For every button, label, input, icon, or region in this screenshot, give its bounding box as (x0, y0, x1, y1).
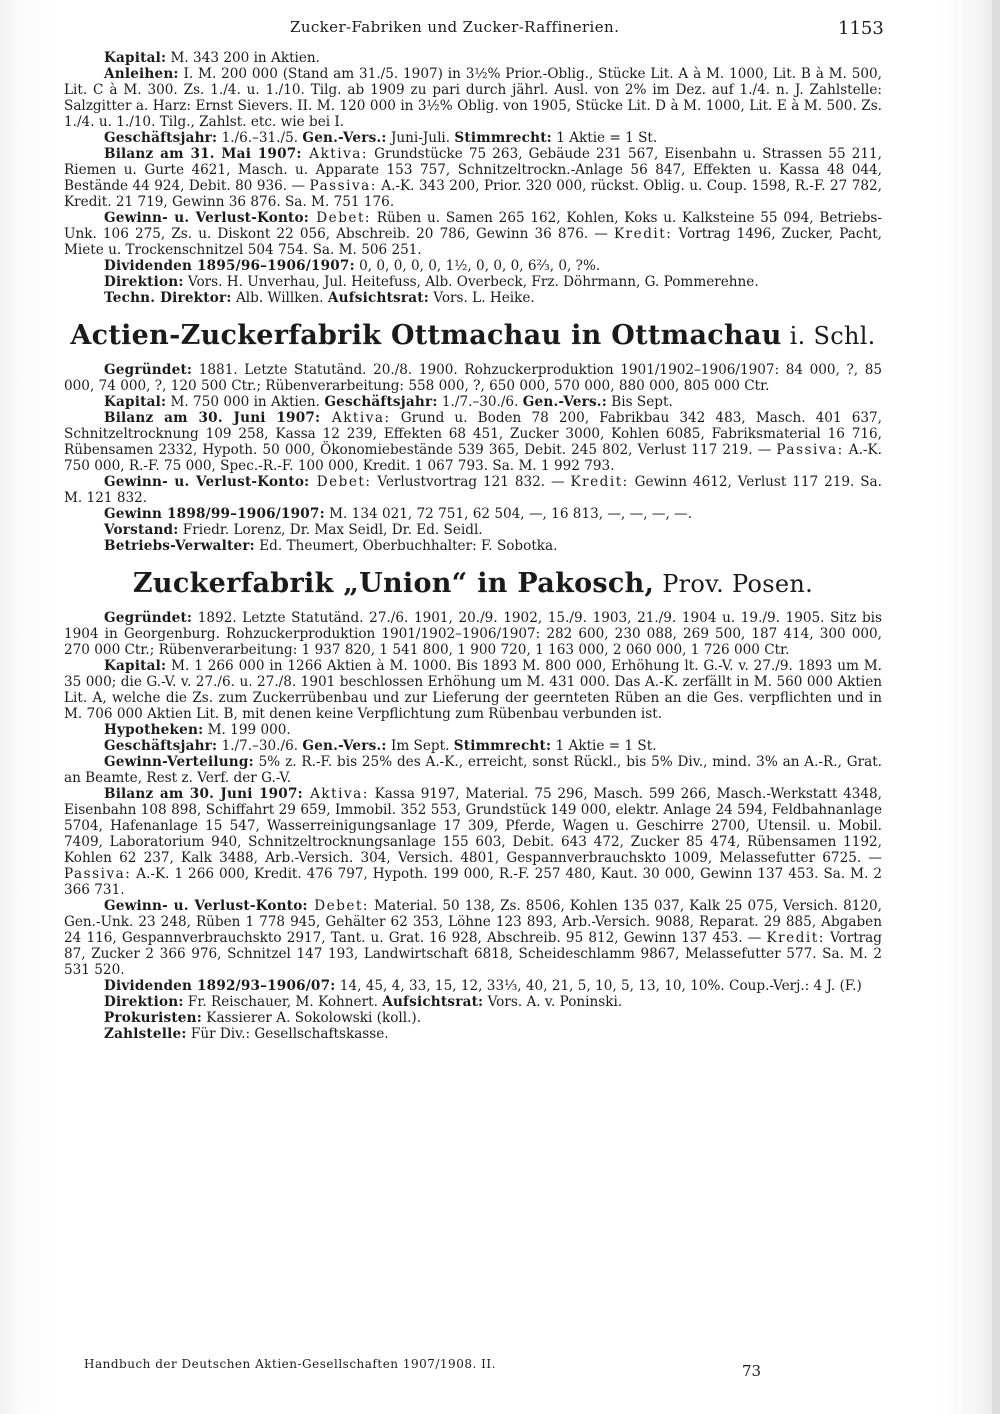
entry-text: Fr. Reischauer, M. Kohnert. (183, 994, 383, 1010)
entry-paragraph (64, 506, 882, 522)
entry-text: Rüben u. Samen 265 162, Kohlen, Koks u. Kalksteine 55 094, Betriebs-Unk. 106 275, Zs. u. Diskont 22 056, Abschreib. 20 786, Gewinn 36 876. — (64, 210, 882, 242)
entry-text: I. M. 200 000 (Stand am 31./5. 1907) in 3½% Prior.-Oblig., Stücke Lit. A à M. 1000, Lit. B à M. 500, Lit. C à M. 300. Zs. 1./4. u. 1./10. Tilg. ab 1909 zu pari durch jährl. Ausl. von 2% im Dez. auf 1./4. n. J. Zahlstelle: Salzgitter a. Harz: Ernst Sievers. II. M. 120 000 in 3½% Oblig. von 1905, Stücke Lit. D à M. 1000, Lit. E à M. 500. Zs. 1./4. u. 1./10. Tilg., Zahlst. etc. wie bei I. (64, 66, 882, 130)
entry-paragraph (64, 290, 882, 306)
entry-text: Juni-Juli. (386, 130, 455, 146)
section-ottmachau (64, 362, 882, 554)
entry-spaced-label: Debet: (307, 898, 370, 914)
entry-spaced-label: Kredit: (614, 226, 673, 242)
entry-label: Direktion: (104, 994, 184, 1010)
entry-paragraph (64, 610, 882, 658)
entry-spaced-label: Passiva: (64, 866, 132, 882)
entry-text: A.-K. 750 000, R.-F. 75 000, Spec.-R.-F. 100 000, Kredit. 1 067 793. Sa. M. 1 992 793. (64, 442, 883, 474)
entry-text: Verlustvortrag 121 832. — (371, 474, 571, 490)
entry-text: Grund u. Boden 78 200, Fabrikbau 342 483, Masch. 401 637, Schnitzeltrocknung 109 258, Kassa 12 239, Effekten 68 451, Zucker 3000, Kohlen 6085, Fabriksmaterial 16 716, Rübensamen 2332, Hypoth. 50 000, Ökonomiebestände 539 365, Debit. 245 802, Verlust 117 219. — (64, 410, 882, 458)
entry-label: Geschäftsjahr: (104, 738, 218, 754)
entry-text: 1./7.–30./6. (437, 394, 523, 410)
entry-label: Stimmrecht: (453, 738, 552, 754)
entry-paragraph (64, 474, 882, 506)
entry-spaced-label: Aktiva: (302, 786, 369, 802)
entry-label: Gen.-Vers.: (522, 394, 607, 410)
entry-text: Kassa 9197, Material. 75 296, Masch. 599 266, Masch.-Werkstatt 4348, Eisenbahn 108 898, Schiffahrt 29 659, Immobil. 352 553, Grundstück 149 000, elektr. Anlage 24 594, Feldbahnanlage 5704, Hafenanlage 15 547, Wasserreinigungsanlage 17 309, Pferde, Wagen u. Geschirre 2700, Utensil. u. Mobil. 7409, Laboratorium 940, Schnitzeltrocknungsanlage 155 603, Debit. 643 472, Zucker 85 474, Rübensamen 1192, Kohlen 62 237, Kalk 3488, Arb.-Versich. 304, Versich. 4801, Gespannverbrauchskto 1009, Melassefutter 6725. — (64, 786, 882, 866)
entry-text: A.-K. 1 266 000, Kredit. 476 797, Hypoth. 199 000, R.-F. 257 480, Kaut. 30 000, Gewinn 137 453. Sa. M. 2 366 731. (64, 866, 882, 898)
entry-spaced-label: Kredit: (766, 930, 825, 946)
entry-text: Ed. Theumert, Oberbuchhalter: F. Sobotka. (254, 538, 558, 554)
entry-spaced-label: Aktiva: (301, 146, 368, 162)
signature-mark: 73 (742, 1362, 762, 1380)
entry-label: Zahlstelle: (104, 1026, 187, 1042)
footer-note: Handbuch der Deutschen Aktien-Gesellschaften 1907/1908. II. (84, 1357, 496, 1371)
entry-label: Gewinn- u. Verlust-Konto: (104, 474, 310, 490)
entry-label: Gewinn- u. Verlust-Konto: (104, 898, 308, 914)
entry-text: 1 Aktie = 1 St. (551, 130, 658, 146)
entry-spaced-label: Passiva: (776, 442, 844, 458)
entry-text: 1./7.–30./6. (217, 738, 303, 754)
entry-text: Vors. A. v. Poninski. (483, 994, 623, 1010)
entry-text: Im Sept. (386, 738, 454, 754)
company-name: Actien-Zuckerfabrik Ottmachau in Ottmachau (70, 320, 782, 351)
entry-text: 5% z. R.-F. bis 25% des A.-K., erreicht, sonst Rückl., bis 5% Div., mind. 3% an A.-R., Grat. an Beamte, Rest z. Verf. der G.-V. (64, 754, 882, 786)
entry-paragraph (64, 210, 882, 258)
page-header (0, 14, 1000, 44)
entry-paragraph (64, 1010, 882, 1026)
entry-text: M. 750 000 in Aktien. (166, 394, 325, 410)
entry-text: M. 134 021, 72 751, 62 504, —, 16 813, —, —, —, —. (324, 506, 693, 522)
entry-paragraph (64, 362, 882, 394)
entry-paragraph (64, 754, 882, 786)
entry-spaced-label: Debet: (309, 210, 372, 226)
entry-text: Vortrag 1496, Zucker, Pacht, Miete u. Trockenschnitzel 504 754. Sa. M. 506 251. (64, 226, 882, 258)
entry-paragraph (64, 522, 882, 538)
entry-paragraph (64, 50, 882, 66)
entry-text: 1892. Letzte Statutänd. 27./6. 1901, 20./9. 1902, 15./9. 1903, 21./9. 1904 u. 19./9. 1905. Sitz bis 1904 in Georgenburg. Rohzuckerproduktion 1901/1902–1906/1907: 282 600, 230 088, 269 500, 187 414, 300 000, 270 000 Ctr.; Rübenverarbeitung: 1 937 820, 1 541 800, 1 900 720, 1 163 000, 2 060 000, 1 726 000 Ctr. (64, 610, 882, 658)
entry-paragraph (64, 66, 882, 130)
entry-label: Direktion: (104, 274, 184, 290)
entry-label: Betriebs-Verwalter: (104, 538, 255, 554)
entry-spaced-label: Kredit: (570, 474, 629, 490)
entry-text: M. 1 266 000 in 1266 Aktien à M. 1000. Bis 1893 M. 800 000, Erhöhung lt. G.-V. v. 27./9. 1893 um M. 35 000; die G.-V. v. 27./6. u. 27./8. 1901 beschlossen Erhöhung um M. 431 000. Das A.-K. zerfällt in M. 560 000 Aktien Lit. A, welche die Zs. zum Zuckerrübenbau und zur Lieferung der geernteten Rüben an die Ges. verpflichten und in M. 706 000 Aktien Lit. B, mit denen keine Verpflichtung zum Rübenbau verbunden ist. (64, 658, 882, 722)
entry-label: Kapital: (104, 658, 167, 674)
entry-label: Gewinn-Verteilung: (104, 754, 254, 770)
entry-paragraph (64, 978, 882, 994)
company-title-ottmachau (64, 320, 882, 352)
entry-text: 1./6.–31./5. (217, 130, 303, 146)
entry-label: Geschäftsjahr: (324, 394, 438, 410)
company-location: Prov. Posen. (654, 570, 814, 598)
entry-paragraph (64, 394, 882, 410)
entry-text: Grundstücke 75 263, Gebäude 231 567, Eisenbahn u. Strassen 55 211, Riemen u. Gurte 4621, Masch. u. Apparate 153 757, Schnitzeltrockn.-Anlage 56 847, Effekten u. Kassa 48 044, Bestände 44 924, Debit. 80 936. — (64, 146, 882, 194)
entry-spaced-label: Debet: (309, 474, 372, 490)
entry-paragraph (64, 1026, 882, 1042)
entry-text: Vortrag 87, Zucker 2 366 976, Schnitzel 147 193, Landwirtschaft 6818, Scheideschlamm 9867, Melassefutter 577. Sa. M. 2 531 520. (64, 930, 882, 978)
entry-paragraph (64, 658, 882, 722)
entry-label: Gen.-Vers.: (302, 130, 387, 146)
entry-spaced-label: Aktiva: (320, 410, 391, 426)
entry-label: Stimmrecht: (454, 130, 552, 146)
entry-paragraph (64, 738, 882, 754)
entry-paragraph (64, 146, 882, 210)
entry-text: Gewinn 4612, Verlust 117 219. Sa. M. 121 832. (64, 474, 882, 506)
entry-label: Gen.-Vers.: (302, 738, 387, 754)
entry-label: Gegründet: (104, 362, 193, 378)
entry-label: Hypotheken: (104, 722, 204, 738)
entry-text: Vors. L. Heike. (428, 290, 535, 306)
body-text (64, 50, 882, 1042)
entry-label: Aufsichtsrat: (382, 994, 484, 1010)
entry-paragraph (64, 410, 882, 474)
entry-text: Material. 50 138, Zs. 8506, Kohlen 135 037, Kalk 25 075, Versich. 8120, Gen.-Unk. 23 248, Rüben 1 778 945, Gehälter 62 353, Löhne 123 893, Arb.-Versich. 9088, Reparat. 29 885, Abgaben 24 116, Gespannverbrauchskto 2917, Tant. u. Grat. 16 928, Abschreib. 95 812, Gewinn 137 453. — (64, 898, 882, 946)
entry-paragraph (64, 258, 882, 274)
entry-label: Aufsichtsrat: (327, 290, 429, 306)
entry-label: Vorstand: (104, 522, 179, 538)
entry-label: Bilanz am 30. Juni 1907: (104, 410, 321, 426)
entry-text: Alb. Willken. (231, 290, 328, 306)
entry-label: Dividenden 1895/96–1906/1907: (104, 258, 355, 274)
entry-label: Bilanz am 31. Mai 1907: (104, 146, 302, 162)
entry-text: M. 199 000. (203, 722, 291, 738)
entry-text: 14, 45, 4, 33, 15, 12, 33⅓, 40, 21, 5, 10, 5, 13, 10, 10%. Coup.-Verj.: 4 J. (F.) (335, 978, 862, 994)
entry-paragraph (64, 130, 882, 146)
entry-label: Prokuristen: (104, 1010, 202, 1026)
entry-paragraph (64, 994, 882, 1010)
entry-text: Kassierer A. Sokolowski (koll.). (201, 1010, 422, 1026)
entry-paragraph (64, 786, 882, 898)
entry-text: Friedr. Lorenz, Dr. Max Seidl, Dr. Ed. Seidl. (178, 522, 483, 538)
entry-label: Kapital: (104, 50, 167, 66)
entry-label: Gewinn 1898/99–1906/1907: (104, 506, 325, 522)
scan-edge (992, 0, 1000, 1414)
entry-label: Gewinn- u. Verlust-Konto: (104, 210, 310, 226)
entry-label: Techn. Direktor: (104, 290, 232, 306)
entry-text: 1881. Letzte Statutänd. 20./8. 1900. Rohzuckerproduktion 1901/1902–1906/1907: 84 000, ?, 85 000, 74 000, ?, 120 500 Ctr.; Rübenverarbeitung: 558 000, ?, 650 000, 570 000, 880 000, 805 000 Ctr. (64, 362, 882, 394)
company-name: Zuckerfabrik „Union“ in Pakosch, (132, 568, 655, 599)
entry-text: M. 343 200 in Aktien. (166, 50, 320, 66)
entry-paragraph (64, 274, 882, 290)
entry-text: Für Div.: Gesellschaftskasse. (186, 1026, 389, 1042)
entry-label: Gegründet: (104, 610, 193, 626)
entry-label: Anleihen: (104, 66, 179, 82)
entry-text: 0, 0, 0, 0, 0, 1½, 0, 0, 0, 6⅔, 0, ?%. (354, 258, 601, 274)
entry-label: Kapital: (104, 394, 167, 410)
entry-label: Geschäftsjahr: (104, 130, 218, 146)
entry-paragraph (64, 722, 882, 738)
entry-text: Bis Sept. (606, 394, 673, 410)
entry-paragraph (64, 898, 882, 978)
company-location: i. Schl. (781, 322, 876, 350)
entry-text: Vors. H. Unverhau, Jul. Heitefuss, Alb. Overbeck, Frz. Döhrmann, G. Pommerehne. (183, 274, 759, 290)
page-number: 1153 (838, 18, 884, 39)
entry-text: A.-K. 343 200, Prior. 320 000, rückst. Oblig. u. Coup. 1598, R.-F. 27 782, Kredit. 21 719, Gewinn 36 876. Sa. M. 751 176. (64, 178, 883, 210)
entry-spaced-label: Passiva: (309, 178, 377, 194)
entry-label: Dividenden 1892/93–1906/07: (104, 978, 336, 994)
entry-paragraph (64, 538, 882, 554)
entry-label: Bilanz am 30. Juni 1907: (104, 786, 303, 802)
company-title-pakosch (64, 568, 882, 600)
section-previous-company (64, 50, 882, 306)
section-pakosch (64, 610, 882, 1042)
running-title: Zucker-Fabriken und Zucker-Raffinerien. (290, 18, 620, 36)
entry-text: 1 Aktie = 1 St. (551, 738, 657, 754)
